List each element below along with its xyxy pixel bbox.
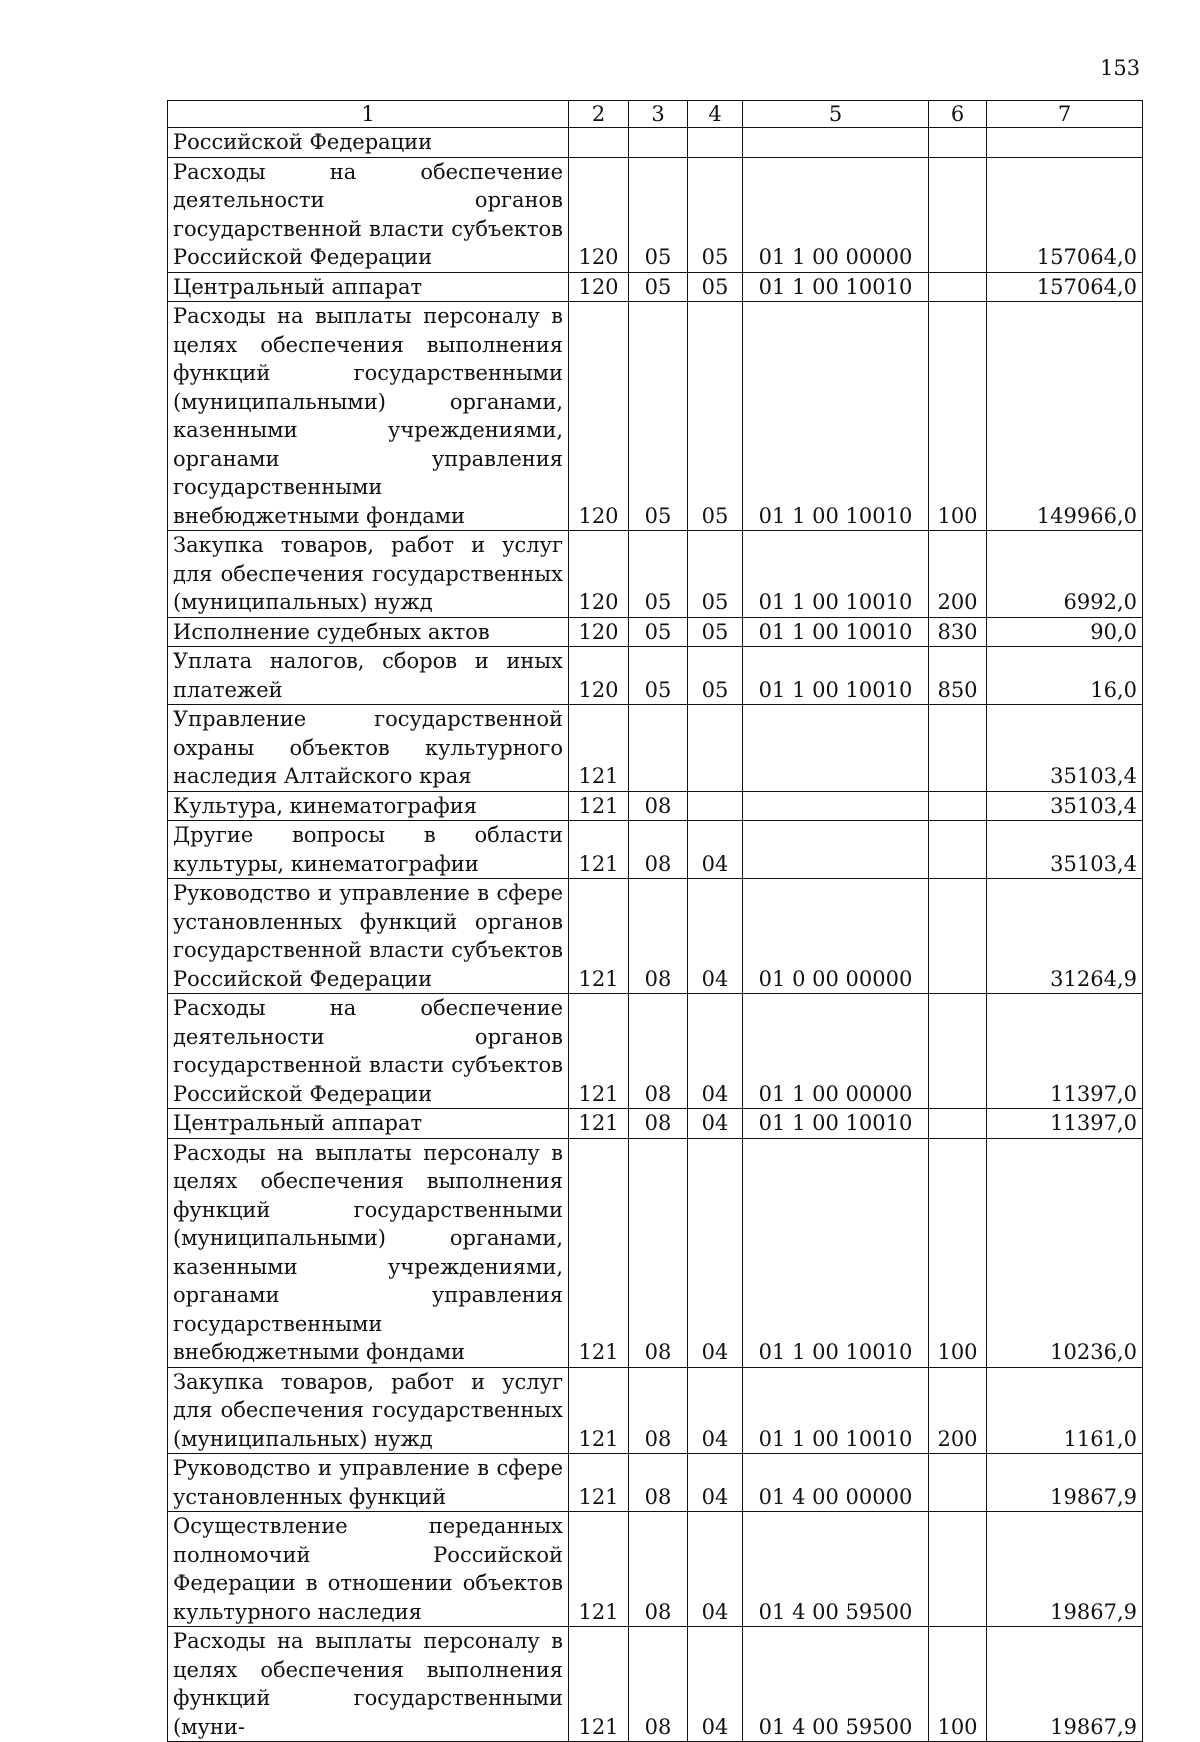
cell-admin-code: 121: [569, 879, 629, 994]
cell-admin-code: 121: [569, 821, 629, 879]
cell-expense-type: 200: [929, 1367, 987, 1454]
cell-section: 08: [629, 1454, 688, 1512]
cell-expense-type: [929, 272, 987, 302]
cell-admin-code: 121: [569, 994, 629, 1109]
cell-target-article: 01 1 00 10010: [743, 272, 929, 302]
cell-admin-code: 121: [569, 1367, 629, 1454]
cell-section: [629, 705, 688, 792]
cell-target-article: 01 4 00 59500: [743, 1512, 929, 1627]
cell-section: 05: [629, 647, 688, 705]
budget-table: [167, 100, 1143, 1742]
row-description: Исполнение судебных актов: [168, 617, 569, 647]
cell-admin-code: [569, 128, 629, 158]
table-row: [168, 879, 1143, 994]
cell-amount: 157064,0: [987, 272, 1143, 302]
header-row: [168, 101, 1143, 128]
row-description: Расходы на выплаты персоналу в целях обеспечения выполнения функций государственными (муни-: [168, 1627, 569, 1742]
column-header: 6: [929, 101, 987, 128]
row-description: Руководство и управление в сфере установленных функций органов государственной власти субъектов Российской Федерации: [168, 879, 569, 994]
cell-expense-type: 830: [929, 617, 987, 647]
table-row: [168, 1109, 1143, 1139]
cell-expense-type: 100: [929, 1138, 987, 1367]
cell-subsection: 04: [688, 1627, 743, 1742]
table-row: [168, 1367, 1143, 1454]
cell-admin-code: 121: [569, 1512, 629, 1627]
row-description: Расходы на обеспечение деятельности органов государственной власти субъектов Российской Федерации: [168, 157, 569, 272]
table-row: [168, 1512, 1143, 1627]
column-header: 1: [168, 101, 569, 128]
cell-section: 05: [629, 157, 688, 272]
table-row: [168, 1138, 1143, 1367]
cell-expense-type: [929, 821, 987, 879]
cell-admin-code: 120: [569, 647, 629, 705]
cell-subsection: 04: [688, 879, 743, 994]
cell-amount: 19867,9: [987, 1454, 1143, 1512]
cell-target-article: [743, 821, 929, 879]
page-number: 153: [1100, 56, 1141, 80]
row-description: Центральный аппарат: [168, 272, 569, 302]
table-row: [168, 1454, 1143, 1512]
column-header: 7: [987, 101, 1143, 128]
table-row: [168, 617, 1143, 647]
cell-admin-code: 120: [569, 272, 629, 302]
cell-subsection: 05: [688, 647, 743, 705]
cell-admin-code: 121: [569, 1627, 629, 1742]
cell-subsection: 04: [688, 1512, 743, 1627]
table-row: [168, 272, 1143, 302]
cell-subsection: 04: [688, 1454, 743, 1512]
cell-section: 08: [629, 1138, 688, 1367]
cell-expense-type: [929, 705, 987, 792]
cell-expense-type: [929, 879, 987, 994]
cell-expense-type: [929, 1512, 987, 1627]
cell-subsection: 05: [688, 617, 743, 647]
row-description: Культура, кинематография: [168, 791, 569, 821]
cell-amount: 149966,0: [987, 302, 1143, 531]
cell-subsection: [688, 791, 743, 821]
cell-admin-code: 120: [569, 302, 629, 531]
cell-target-article: [743, 128, 929, 158]
cell-section: 08: [629, 1109, 688, 1139]
cell-section: 08: [629, 1627, 688, 1742]
table-row: [168, 302, 1143, 531]
cell-amount: 157064,0: [987, 157, 1143, 272]
cell-amount: 19867,9: [987, 1627, 1143, 1742]
cell-subsection: 04: [688, 1138, 743, 1367]
cell-section: 05: [629, 531, 688, 618]
cell-subsection: [688, 128, 743, 158]
cell-target-article: 01 1 00 10010: [743, 531, 929, 618]
cell-target-article: 01 1 00 10010: [743, 1109, 929, 1139]
row-description: Другие вопросы в области культуры, кинематографии: [168, 821, 569, 879]
table-row: [168, 128, 1143, 158]
cell-expense-type: [929, 1454, 987, 1512]
cell-section: 05: [629, 302, 688, 531]
cell-target-article: 01 4 00 00000: [743, 1454, 929, 1512]
cell-admin-code: 120: [569, 617, 629, 647]
table-body: [168, 128, 1143, 1742]
cell-section: 05: [629, 272, 688, 302]
table-row: [168, 791, 1143, 821]
cell-target-article: 01 1 00 10010: [743, 1367, 929, 1454]
cell-expense-type: [929, 157, 987, 272]
table-row: [168, 1627, 1143, 1742]
cell-amount: 16,0: [987, 647, 1143, 705]
table-row: [168, 821, 1143, 879]
cell-amount: 19867,9: [987, 1512, 1143, 1627]
cell-subsection: 04: [688, 1109, 743, 1139]
cell-target-article: 01 1 00 10010: [743, 647, 929, 705]
cell-amount: 31264,9: [987, 879, 1143, 994]
cell-expense-type: 850: [929, 647, 987, 705]
cell-section: [629, 128, 688, 158]
cell-target-article: 01 1 00 10010: [743, 1138, 929, 1367]
row-description: Закупка товаров, работ и услуг для обеспечения государственных (муниципальных) нужд: [168, 531, 569, 618]
cell-subsection: 04: [688, 821, 743, 879]
row-description: Управление государственной охраны объектов культурного наследия Алтайского края: [168, 705, 569, 792]
cell-admin-code: 121: [569, 1138, 629, 1367]
table-row: [168, 157, 1143, 272]
row-description: Расходы на выплаты персоналу в целях обеспечения выполнения функций государственными (муниципальными) органами, казенными учреждениями, органами управления государственными внебюджетными фондами: [168, 1138, 569, 1367]
cell-expense-type: 200: [929, 531, 987, 618]
row-description: Закупка товаров, работ и услуг для обеспечения государственных (муниципальных) нужд: [168, 1367, 569, 1454]
cell-admin-code: 121: [569, 705, 629, 792]
cell-subsection: 04: [688, 1367, 743, 1454]
cell-admin-code: 121: [569, 1454, 629, 1512]
cell-subsection: 05: [688, 302, 743, 531]
row-description: Руководство и управление в сфере установленных функций: [168, 1454, 569, 1512]
cell-amount: 6992,0: [987, 531, 1143, 618]
cell-section: 05: [629, 617, 688, 647]
cell-amount: 35103,4: [987, 791, 1143, 821]
cell-subsection: 05: [688, 272, 743, 302]
cell-amount: 90,0: [987, 617, 1143, 647]
cell-target-article: 01 1 00 10010: [743, 302, 929, 531]
cell-subsection: 04: [688, 994, 743, 1109]
cell-target-article: [743, 705, 929, 792]
cell-admin-code: 121: [569, 1109, 629, 1139]
cell-subsection: 05: [688, 157, 743, 272]
cell-amount: 11397,0: [987, 994, 1143, 1109]
row-description: Осуществление переданных полномочий Российской Федерации в отношении объектов культурного наследия: [168, 1512, 569, 1627]
cell-target-article: 01 1 00 10010: [743, 617, 929, 647]
cell-expense-type: [929, 994, 987, 1109]
cell-expense-type: 100: [929, 1627, 987, 1742]
cell-amount: [987, 128, 1143, 158]
cell-subsection: 05: [688, 531, 743, 618]
row-description: Расходы на обеспечение деятельности органов государственной власти субъектов Российской Федерации: [168, 994, 569, 1109]
table-row: [168, 994, 1143, 1109]
cell-expense-type: [929, 128, 987, 158]
cell-target-article: 01 0 00 00000: [743, 879, 929, 994]
cell-admin-code: 120: [569, 531, 629, 618]
cell-amount: 11397,0: [987, 1109, 1143, 1139]
cell-section: 08: [629, 879, 688, 994]
cell-expense-type: [929, 1109, 987, 1139]
table-row: [168, 647, 1143, 705]
row-description: Центральный аппарат: [168, 1109, 569, 1139]
cell-amount: 35103,4: [987, 821, 1143, 879]
cell-expense-type: 100: [929, 302, 987, 531]
cell-target-article: 01 4 00 59500: [743, 1627, 929, 1742]
cell-subsection: [688, 705, 743, 792]
table-row: [168, 705, 1143, 792]
cell-section: 08: [629, 994, 688, 1109]
cell-section: 08: [629, 821, 688, 879]
cell-section: 08: [629, 791, 688, 821]
cell-amount: 10236,0: [987, 1138, 1143, 1367]
table-row: [168, 531, 1143, 618]
cell-admin-code: 120: [569, 157, 629, 272]
column-header: 5: [743, 101, 929, 128]
cell-target-article: 01 1 00 00000: [743, 157, 929, 272]
cell-target-article: 01 1 00 00000: [743, 994, 929, 1109]
cell-amount: 1161,0: [987, 1367, 1143, 1454]
row-description: Российской Федерации: [168, 128, 569, 158]
cell-section: 08: [629, 1512, 688, 1627]
cell-target-article: [743, 791, 929, 821]
cell-admin-code: 121: [569, 791, 629, 821]
cell-section: 08: [629, 1367, 688, 1454]
column-header: 3: [629, 101, 688, 128]
row-description: Уплата налогов, сборов и иных платежей: [168, 647, 569, 705]
cell-expense-type: [929, 791, 987, 821]
column-header: 4: [688, 101, 743, 128]
cell-amount: 35103,4: [987, 705, 1143, 792]
row-description: Расходы на выплаты персоналу в целях обеспечения выполнения функций государственными (муниципальными) органами, казенными учреждениями, органами управления государственными внебюджетными фондами: [168, 302, 569, 531]
column-header: 2: [569, 101, 629, 128]
